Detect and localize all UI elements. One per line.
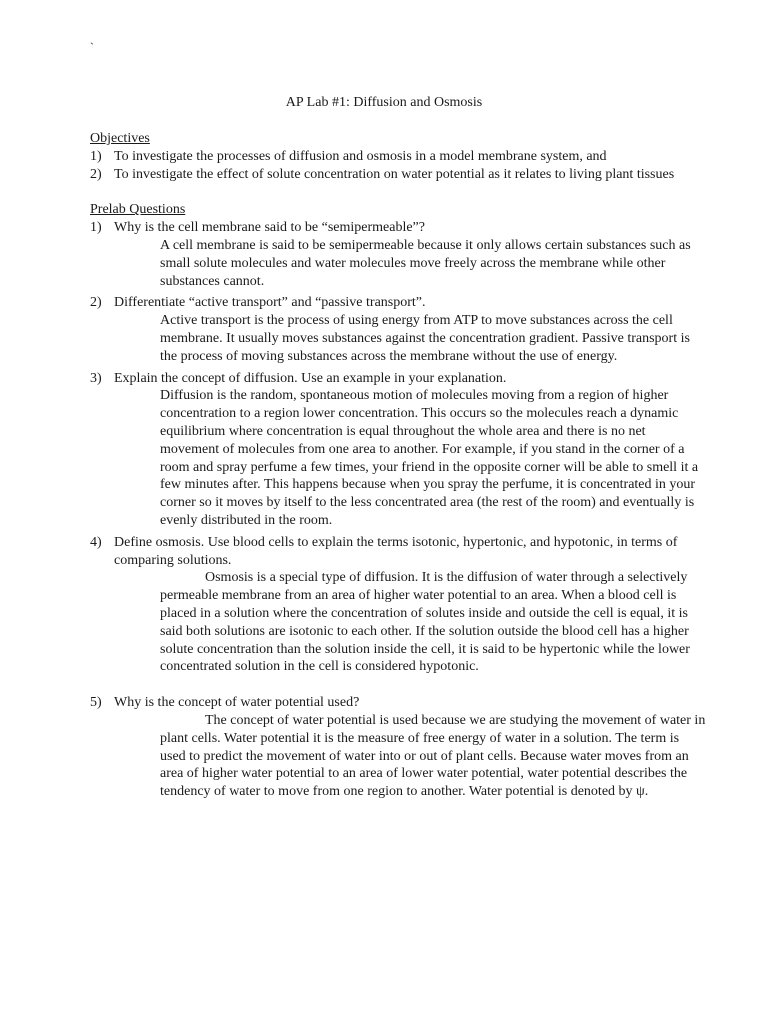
question-number: 1): [90, 220, 102, 236]
question-number: 4): [90, 534, 102, 550]
prelab-section: [90, 201, 708, 801]
objective-item: [90, 166, 708, 184]
prelab-question: [90, 294, 708, 365]
objective-number: 2): [90, 166, 102, 182]
question-text: Why is the cell membrane said to be “semipermeable”?: [114, 220, 425, 236]
stray-mark: `: [90, 40, 94, 54]
answer-text: Diffusion is the random, spontaneous motion of molecules moving from a region of higher concentration to a region lower concentration. This occurs so the molecules reach a dynamic equilibrium where concentration is equal throughout the whole area and there is no net movement of molecules from one area to another. For example, if you stand in the corner of a room and spray perfume a few times, your friend in the opposite corner will be able to smell it a few minutes after. This happens because when you spray the perfume, it is concentrated in your corner so it moves by itself to the less concentrated area (the rest of the room) and eventually is evenly distributed in the room.: [160, 388, 699, 528]
answer-body: Osmosis is a special type of diffusion. It is the diffusion of water through a selectively permeable membrane from an area of higher water potential to an area. When a blood cell is placed in a solution where the concentration of solutes inside and outside the cell is equal, it is said both solutions are isotonic to each other. If the solution outside the blood cell has a higher solute concentration than the solution inside the cell, it is said to be hypertonic while the lower concentrated solution in the cell is considered hypotonic.: [160, 570, 690, 675]
prelab-question: [90, 534, 708, 676]
prelab-question: [90, 219, 708, 290]
objective-text: To investigate the effect of solute concentration on water potential as it relates to living plant tissues: [114, 166, 675, 182]
objective-number: 1): [90, 148, 102, 164]
question-number: 5): [90, 695, 102, 711]
answer-text: [160, 712, 708, 801]
document-body: [90, 130, 708, 801]
objectives-section: [90, 130, 708, 183]
answer-text: Active transport is the process of using energy from ATP to move substances across the cell membrane. It usually moves substances against the concentration gradient. Passive transport is the process of moving substances across the membrane without the use of energy.: [160, 313, 690, 364]
answer-text: A cell membrane is said to be semipermeable because it only allows certain substances such as small solute molecules and water molecules move freely across the membrane while other substances cannot.: [160, 237, 691, 289]
prelab-heading: Prelab Questions: [90, 202, 186, 218]
question-number: 2): [90, 295, 102, 311]
question-text: Explain the concept of diffusion. Use an example in your explanation.: [114, 370, 507, 386]
answer-body: The concept of water potential is used because we are studying the movement of water in plant cells. Water potential it is the measure of free energy of water in a solution. The term is used to predict the movement of water into or out of plant cells. Because water moves from an area of higher water potential to an area of lower water potential, water potential describes the tendency of water to move from one region to another. Water potential is denoted by ψ.: [160, 712, 706, 800]
prelab-question: [90, 694, 708, 801]
question-number: 3): [90, 370, 102, 386]
page-title: AP Lab #1: Diffusion and Osmosis: [285, 95, 483, 110]
question-text: Differentiate “active transport” and “passive transport”.: [114, 295, 426, 311]
prelab-question: [90, 370, 708, 530]
objective-item: [90, 148, 708, 166]
answer-text: [160, 569, 708, 676]
question-text: Why is the concept of water potential used?: [114, 695, 360, 711]
objective-text: To investigate the processes of diffusion and osmosis in a model membrane system, and: [114, 148, 607, 164]
objectives-heading: Objectives: [90, 131, 150, 146]
question-text: Define osmosis. Use blood cells to explain the terms isotonic, hypertonic, and hypotonic, in terms of comparing solutions.: [114, 534, 678, 568]
